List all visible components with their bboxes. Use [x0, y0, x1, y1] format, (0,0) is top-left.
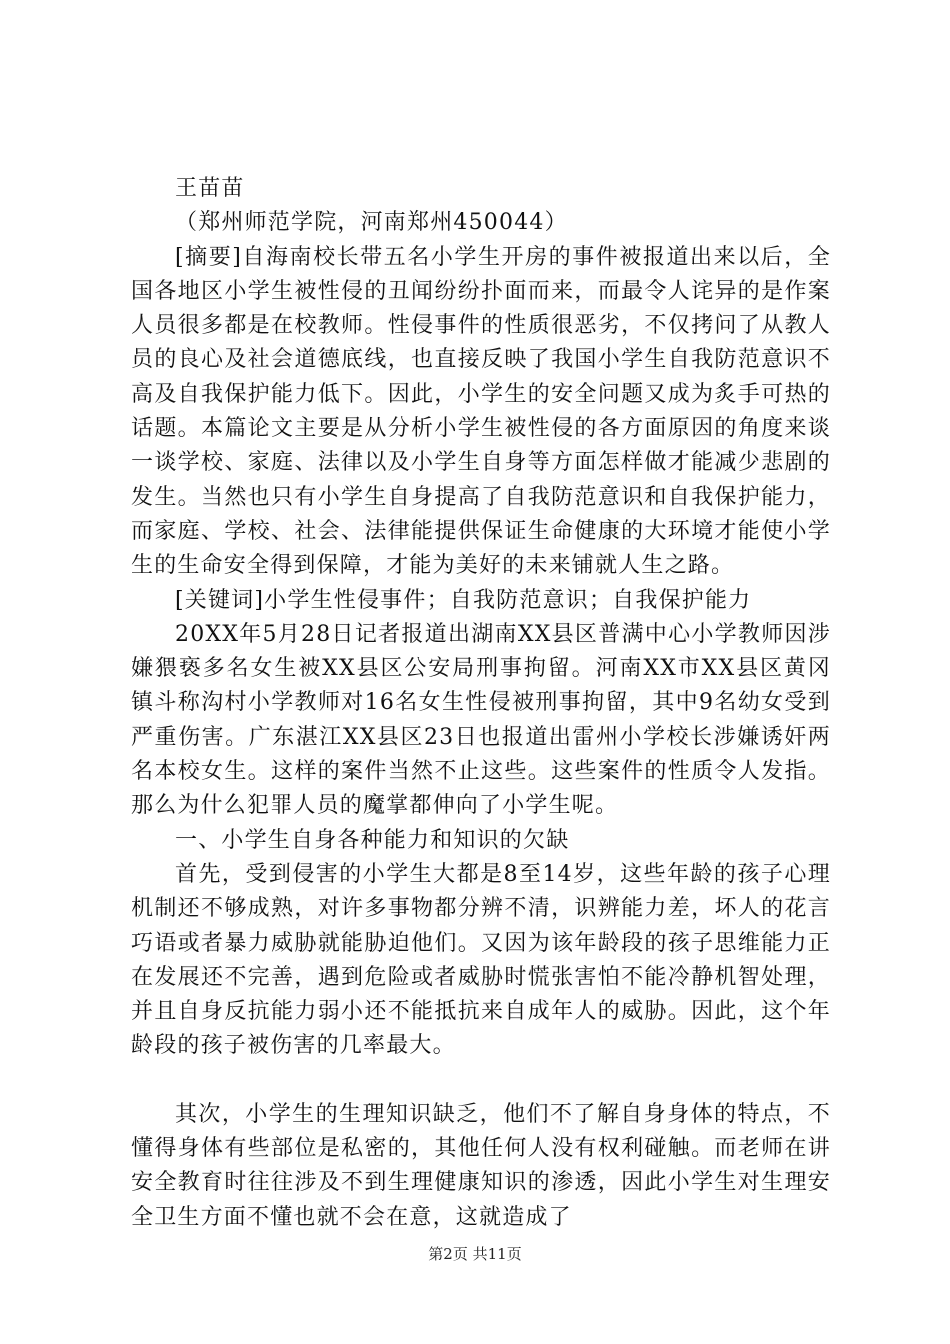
keywords-paragraph: [关键词]小学生性侵事件；自我防范意识；自我保护能力 — [175, 587, 752, 613]
page-footer: 第2页 共11页 — [428, 1245, 522, 1263]
author-affiliation: （郑州师范学院，河南郑州450044） — [175, 210, 568, 236]
intro-paragraph: 20XX年5月28日记者报道出湖南XX县区普满中心小学教师因涉嫌猥亵多名女生被XX县区公安局刑事拘留。河南XX市XX县区黄冈镇斗称沟村小学教师对16名女生性侵被刑事拘留，其中9名幼女受到严重伤害。广东湛江XX县区23日也报道出雷州小学校长涉嫌诱奸两名本校女生。这样的案件当然不止这些。这些案件的性质令人发指。那么为什么犯罪人员的魔掌都伸向了小学生呢。 — [131, 621, 831, 819]
section-heading: 一、小学生自身各种能力和知识的欠缺 — [175, 827, 570, 853]
abstract-paragraph: [摘要]自海南校长带五名小学生开房的事件被报道出来以后，全国各地区小学生被性侵的丑闻纷纷扑面而来，而最令人诧异的是作案人员很多都是在校教师。性侵事件的性质很恶劣，不仅拷问了从教人员的良心及社会道德底线，也直接反映了我国小学生自我防范意识不高及自我保护能力低下。因此，小学生的安全问题又成为炙手可热的话题。本篇论文主要是从分析小学生被性侵的各方面原因的角度来谈一谈学校、家庭、法律以及小学生自身等方面怎样做才能减少悲剧的发生。当然也只有小学生自身提高了自我防范意识和自我保护能力，而家庭、学校、社会、法律能提供保证生命健康的大环境才能使小学生的生命安全得到保障，才能为美好的未来铺就人生之路。 — [131, 244, 831, 579]
body-paragraph-first: 首先，受到侵害的小学生大都是8至14岁，这些年龄的孩子心理机制还不够成熟，对许多事物都分辨不清，识辨能力差，坏人的花言巧语或者暴力威胁就能胁迫他们。又因为该年龄段的孩子思维能力正在发展还不完善，遇到危险或者威胁时慌张害怕不能冷静机智处理，并且自身反抗能力弱小还不能抵抗来自成年人的威胁。因此，这个年龄段的孩子被伤害的几率最大。 — [131, 861, 831, 1059]
document-body — [131, 172, 831, 1235]
body-paragraph-second: 其次，小学生的生理知识缺乏，他们不了解自身身体的特点，不懂得身体有些部位是私密的，其他任何人没有权利碰触。而老师在讲安全教育时往往涉及不到生理健康知识的渗透，因此小学生对生理安全卫生方面不懂也就不会在意，这就造成了 — [131, 1101, 831, 1230]
author-name: 王苗苗 — [175, 176, 245, 201]
